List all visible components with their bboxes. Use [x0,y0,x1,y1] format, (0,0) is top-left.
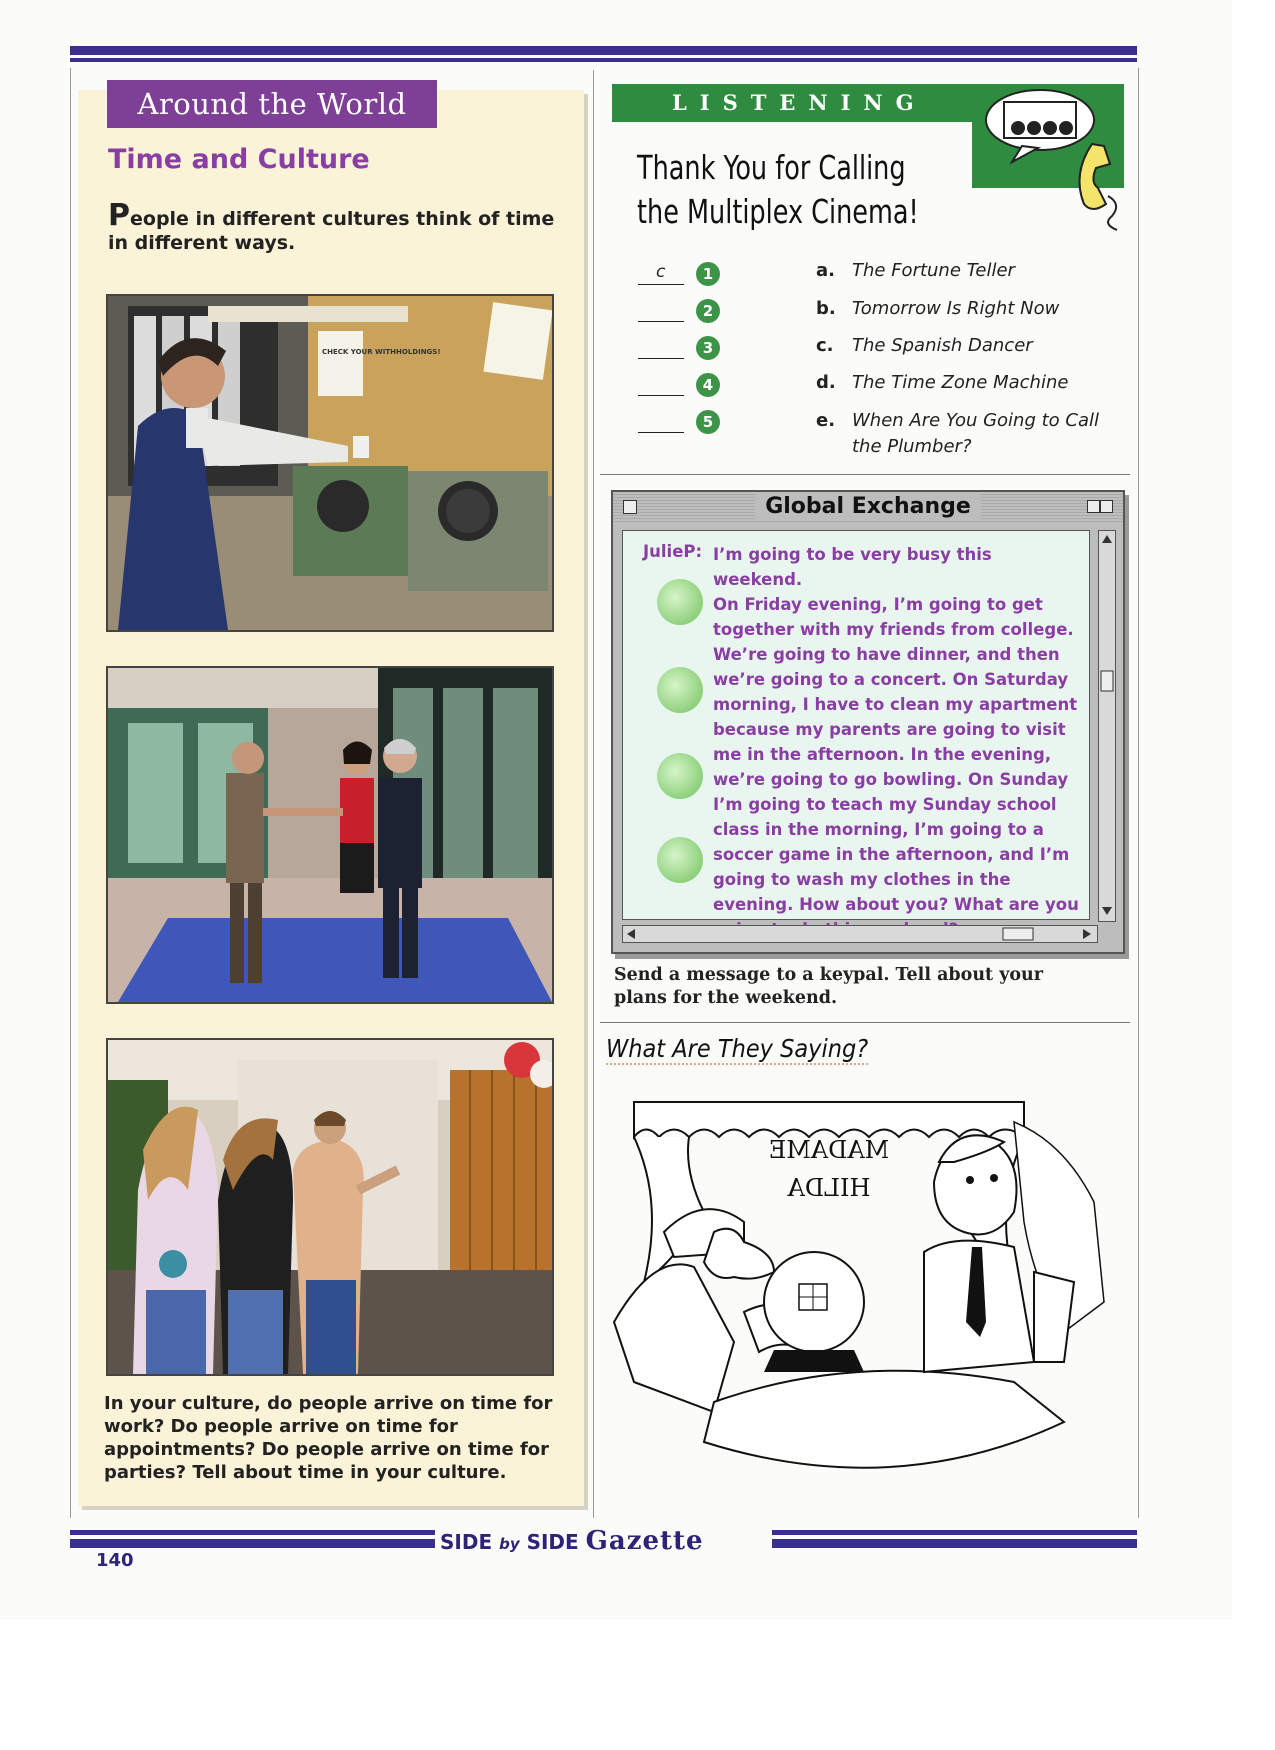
window-title: Global Exchange [755,494,981,519]
globe-icon [657,579,703,625]
option-text: When Are You Going to Call the Plumber? [852,410,1099,457]
photo-sign-text: CHECK YOUR WITHHOLDINGS! [322,348,441,356]
exchange-divider [600,1022,1130,1023]
listening-title: Thank You for Calling the Multiplex Cinema! [637,148,919,231]
section-label: Around the World [107,80,437,128]
listening-label: LISTENING [672,90,927,115]
brand-gazette: Gazette [585,1526,704,1556]
footer-band-right [772,1530,1137,1535]
brand-by: by [499,1535,520,1553]
answer-blank[interactable] [638,284,684,285]
option-key: b. [816,298,836,319]
listening-art [972,84,1124,188]
footer-band-right-lower [772,1539,1137,1548]
vertical-scrollbar[interactable] [1098,530,1116,922]
option-text: The Fortune Teller [852,260,1015,281]
zoom-box-icon[interactable] [1087,500,1113,512]
window-title-bar[interactable] [613,492,1123,522]
option-e [816,408,1116,460]
footer-brand [440,1526,704,1556]
option-text: Tomorrow Is Right Now [852,298,1060,319]
global-exchange-window [611,490,1125,954]
lead-initial: P [108,198,130,233]
option-key: d. [816,372,836,393]
footer-band-left [70,1530,435,1535]
option-a [816,258,1116,284]
option-text: The Time Zone Machine [852,372,1069,393]
footer-band-left-lower [70,1539,435,1548]
horizontal-scrollbar[interactable] [622,925,1098,943]
brand-side-2: SIDE [526,1530,579,1554]
close-box-icon[interactable] [623,500,637,514]
fortune-teller-cartoon [594,1082,1134,1512]
globe-icon [657,667,703,713]
answer-blank[interactable] [638,432,684,433]
photo-handshake [106,666,554,1004]
globe-icon [657,753,703,799]
item-number-badge: 4 [696,373,720,397]
page-number: 140 [96,1550,134,1571]
photo-time-clock [106,294,554,632]
answer-blank[interactable] [638,395,684,396]
lead-text: eople in different cultures think of time in different ways. [108,208,555,254]
item-number-badge: 5 [696,410,720,434]
answer-value: c [656,262,666,282]
message-sender: JulieP: [643,542,703,561]
option-d [816,370,1116,396]
culture-question: In your culture, do people arrive on time for work? Do people arrive on time for appointments? Do people arrive on time for parties? Tell about time in your culture. [104,1393,553,1483]
sign-line-2: HILDA [787,1174,871,1202]
option-text: The Spanish Dancer [852,335,1033,356]
item-number-badge: 3 [696,336,720,360]
brand-side-1: SIDE [440,1530,493,1554]
option-key: a. [816,260,835,281]
lead-paragraph [108,198,558,255]
top-band-thin [70,58,1137,62]
answer-blank[interactable] [638,321,684,322]
globe-icon [657,837,703,883]
keypal-prompt: Send a message to a keypal. Tell about your plans for the weekend. [614,965,1043,1008]
listening-divider [600,474,1130,475]
section-subtitle: Time and Culture [108,144,370,175]
item-number-badge: 1 [696,262,720,286]
cartoon-heading: What Are They Saying? [606,1034,869,1063]
option-b [816,296,1116,322]
photo-doorway [106,1038,554,1376]
sign-line-1: MADAME [768,1136,890,1164]
option-key: e. [816,410,836,431]
message-body: I’m going to be very busy this weekend. On Friday evening, I’m going to get together with my friends from college. We’re going to have dinner, and then we’re going to a concert. On Saturday morning, I have to clean my apartment because my parents are going to visit me in the afternoon. In the evening, we’re going to go bowling. On Sunday I’m going to teach my Sunday school class in the morning, I’m going to a soccer game in the afternoon, and I’m going to wash my clothes in the evening. How about you? What are you [713,545,1079,914]
option-key: c. [816,335,834,356]
top-band [70,46,1137,55]
item-number-badge: 2 [696,299,720,323]
option-c [816,333,1116,359]
answer-blank[interactable] [638,358,684,359]
